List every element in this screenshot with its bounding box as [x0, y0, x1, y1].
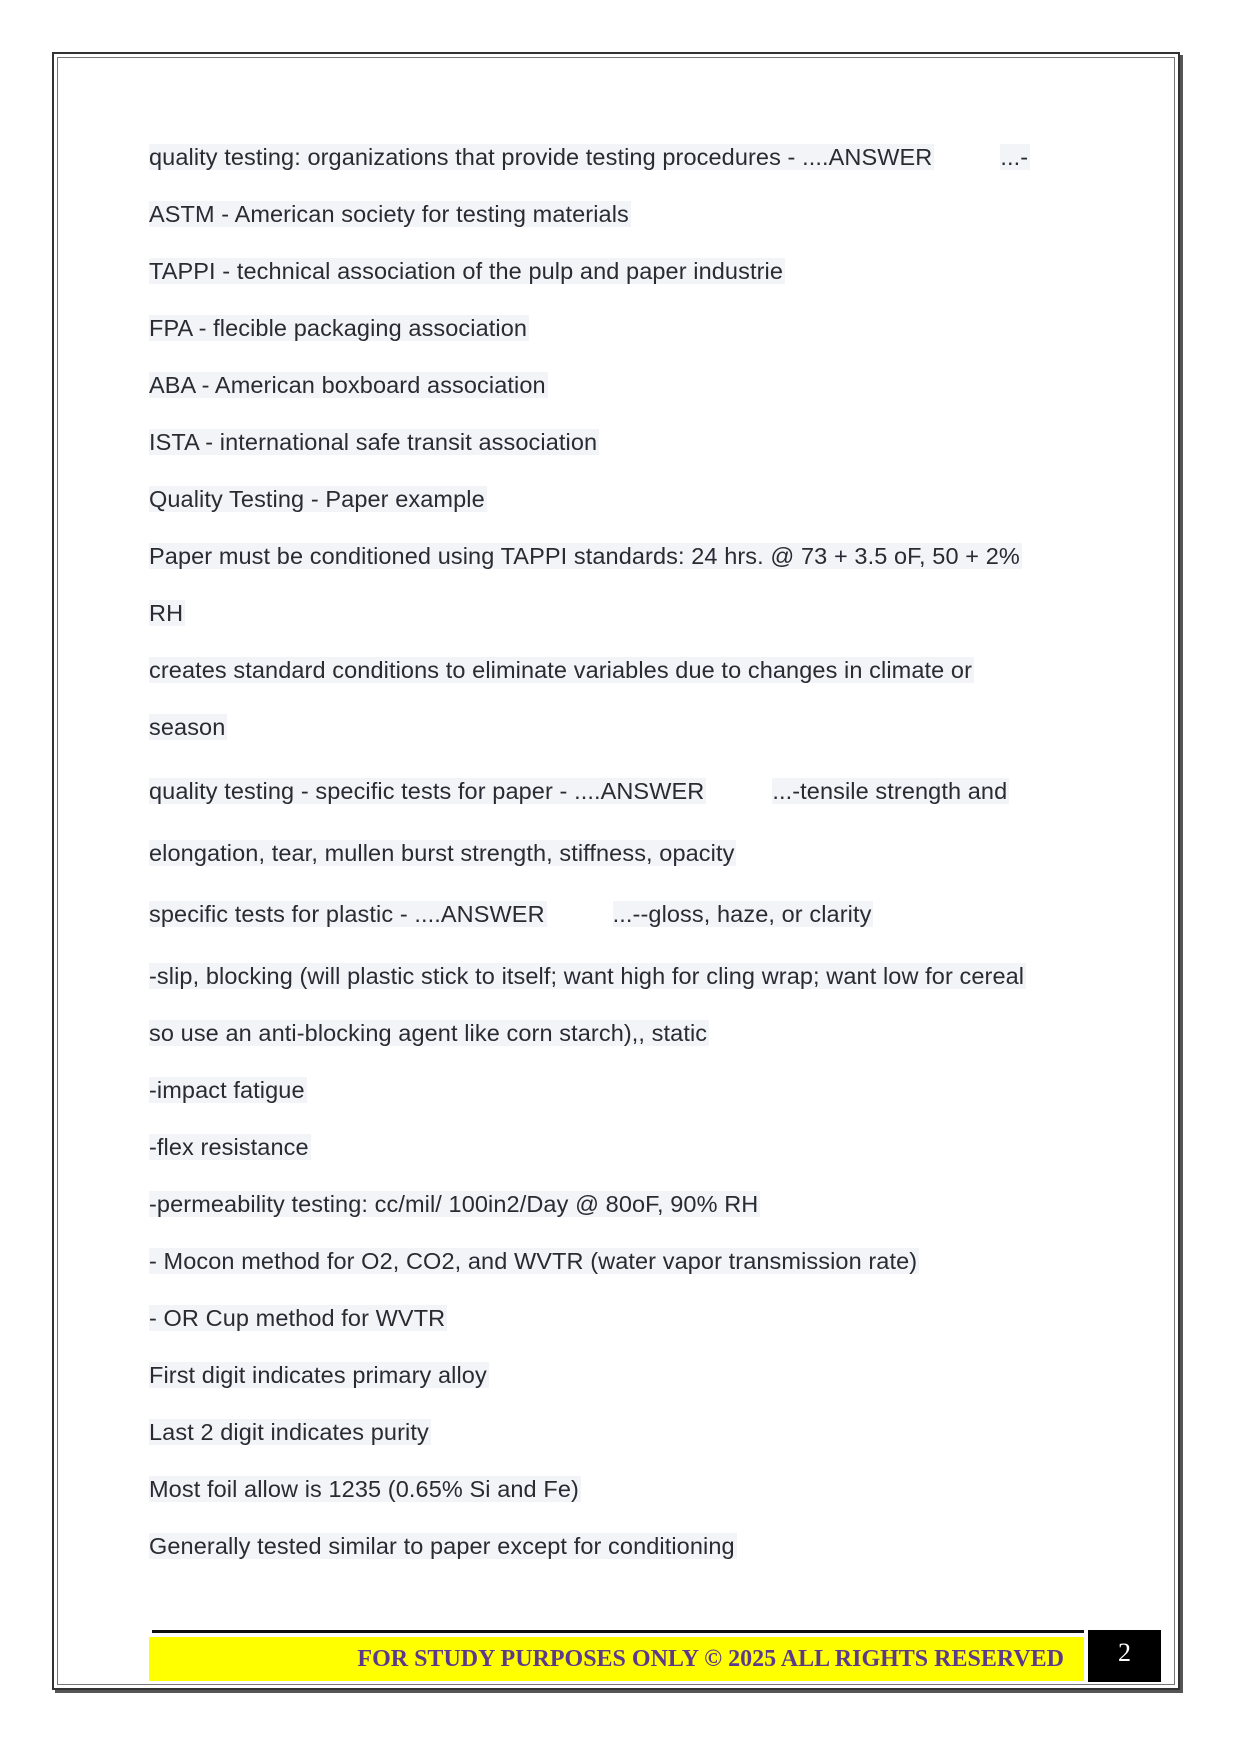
- text-line: [149, 1301, 447, 1335]
- text-line: [149, 311, 529, 345]
- text-line: [149, 482, 487, 516]
- text-line-main: quality testing - specific tests for paper - ....ANSWER: [149, 778, 705, 804]
- text-line: [149, 653, 974, 687]
- text-line-answer: ...-tensile strength and: [772, 778, 1008, 804]
- text-line: [149, 197, 631, 231]
- text-line-main: Most foil allow is 1235 (0.65% Si and Fe): [149, 1476, 579, 1502]
- text-line: [149, 539, 1022, 573]
- text-line-main: -permeability testing: cc/mil/ 100in2/Day @ 80oF, 90% RH: [149, 1191, 759, 1217]
- text-line-main: First digit indicates primary alloy: [149, 1362, 487, 1388]
- footer-notice: FOR STUDY PURPOSES ONLY © 2025 ALL RIGHTS RESERVED: [357, 1646, 1064, 1672]
- text-line-main: - Mocon method for O2, CO2, and WVTR (water vapor transmission rate): [149, 1248, 918, 1274]
- page-number: 2: [1088, 1630, 1161, 1682]
- text-line: [149, 1472, 581, 1506]
- text-line: [149, 1187, 760, 1221]
- text-line-main: - OR Cup method for WVTR: [149, 1305, 446, 1331]
- text-line-main: quality testing: organizations that provide testing procedures - ....ANSWER: [149, 144, 933, 170]
- text-line-answer: ...-: [1000, 144, 1029, 170]
- text-line: [149, 1016, 709, 1050]
- text-line-main: Last 2 digit indicates purity: [149, 1419, 429, 1445]
- text-line: [149, 140, 1030, 174]
- text-line-main: -impact fatigue: [149, 1077, 305, 1103]
- text-line: [149, 1244, 919, 1278]
- text-line-main: ASTM - American society for testing materials: [149, 201, 629, 227]
- text-line-main: specific tests for plastic - ....ANSWER: [149, 901, 545, 927]
- text-line: [149, 1130, 311, 1164]
- footer-divider: [152, 1630, 1084, 1633]
- text-line: [149, 425, 599, 459]
- text-line: [149, 368, 548, 402]
- text-line-main: Quality Testing - Paper example: [149, 486, 485, 512]
- text-line: [149, 254, 785, 288]
- text-line-main: ABA - American boxboard association: [149, 372, 546, 398]
- footer-banner: [149, 1637, 1084, 1681]
- text-line: [149, 959, 1026, 993]
- text-line: [149, 774, 1009, 808]
- text-line: [149, 1529, 737, 1563]
- text-line: [149, 897, 873, 931]
- text-line-main: RH: [149, 600, 184, 626]
- text-line: [149, 710, 227, 744]
- text-line: [149, 596, 185, 630]
- text-line-main: elongation, tear, mullen burst strength, stiffness, opacity: [149, 840, 735, 866]
- text-line: [149, 836, 736, 870]
- text-line-main: so use an anti-blocking agent like corn starch),, static: [149, 1020, 708, 1046]
- text-line-main: TAPPI - technical association of the pulp and paper industrie: [149, 258, 784, 284]
- text-line: [149, 1073, 307, 1107]
- text-line-main: creates standard conditions to eliminate variables due to changes in climate or: [149, 657, 973, 683]
- text-line: [149, 1415, 431, 1449]
- text-line-main: ISTA - international safe transit association: [149, 429, 598, 455]
- text-line-answer: ...--gloss, haze, or clarity: [612, 901, 872, 927]
- text-line-main: -slip, blocking (will plastic stick to itself; want high for cling wrap; want low for cereal: [149, 963, 1025, 989]
- text-line: [149, 1358, 489, 1392]
- text-line-main: Generally tested similar to paper except for conditioning: [149, 1533, 735, 1559]
- text-line-main: -flex resistance: [149, 1134, 309, 1160]
- text-line-main: FPA - flecible packaging association: [149, 315, 528, 341]
- text-line-main: season: [149, 714, 226, 740]
- text-line-main: Paper must be conditioned using TAPPI standards: 24 hrs. @ 73 + 3.5 oF, 50 + 2%: [149, 543, 1020, 569]
